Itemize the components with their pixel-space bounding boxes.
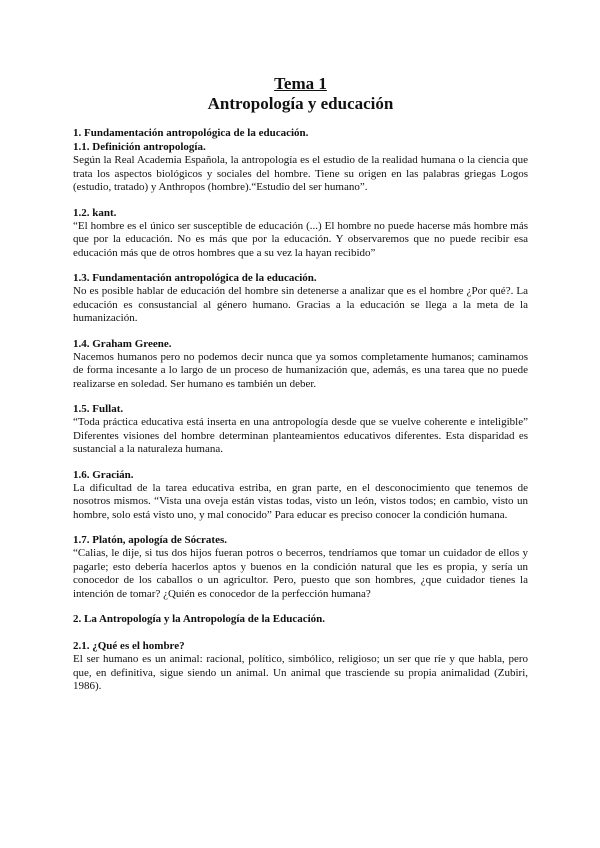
section-1-3 [73, 271, 528, 326]
subsection-heading: 1.3. Fundamentación antropológica de la educación. [73, 272, 317, 284]
section-text: “Calias, le dije, si tus dos hijos fueran potros o becerros, tendríamos que tomar un cuidador de ellos y pagarle; esto debería hacerlos aptos y buenos en la condición natural que les es propia, y sería un conocedor de los caballos o un agricultor. Pero, puesto que son hombres, ¿que cuidador tienes la intención de tomar? ¿Quién es conocedor de la perfección humana? [73, 547, 528, 600]
subsection-heading: 1.1. Definición antropología. [73, 141, 206, 153]
subsection-heading: 2.1. ¿Qué es el hombre? [73, 640, 185, 652]
section-1-6 [73, 468, 528, 523]
subsection-heading: 1.5. Fullat. [73, 403, 124, 415]
title-topic: Tema 1 [274, 74, 327, 93]
page-title [73, 74, 528, 114]
section-2 [73, 612, 528, 626]
section-text: “Toda práctica educativa está inserta en una antropología desde que se vuelve coherente e inteligible” Diferentes visiones del hombre determinan planteamientos educativos diferentes. Esta disparidad es sustancial a la naturaleza humana. [73, 416, 528, 455]
subsection-heading: 1.2. kant. [73, 206, 117, 219]
title-subject: Antropología y educación [207, 94, 394, 113]
section-1-7 [73, 533, 528, 601]
section-text: El ser humano es un animal: racional, político, simbólico, religioso; un ser que ríe y que habla, pero que, en definitiva, sigue siendo un animal. Un animal que trasciende su propia animalidad (Zubiri, 1986). [73, 653, 528, 692]
section-text: La dificultad de la tarea educativa estriba, en gran parte, en el desconocimiento que tenemos de nosotros mismos. “Vista una oveja están vistas todas, visto un león, vistos todos; en cambio, visto un hombre, solo está visto uno, y mal conocido” Para educar es preciso conocer la condición humana. [73, 481, 528, 521]
section-heading: 2. La Antropología y la Antropología de la Educación. [73, 613, 326, 625]
section-1-4 [73, 337, 528, 392]
section-text: “El hombre es el único ser susceptible de educación (...) El hombre no puede hacerse más hombre más que por la educación. No es más que por la educación. Y observaremos que no puede recibir esa educación más que de otros hombres que a su vez la hayan recibido” [73, 219, 528, 259]
section-text: Nacemos humanos pero no podemos decir nunca que ya somos completamente humanos; caminamos de forma incesante a lo largo de un proceso de humanización que, además, es una tarea que no puede realizarse en soledad. Ser humano es también un deber. [73, 350, 528, 390]
section-1 [73, 126, 528, 195]
subsection-heading: 1.6. Gracián. [73, 468, 134, 481]
section-heading: 1. Fundamentación antropológica de la educación. [73, 127, 309, 139]
subsection-heading: 1.4. Graham Greene. [73, 337, 172, 350]
section-1-5 [73, 402, 528, 457]
section-text: Según la Real Academia Española, la antropología es el estudio de la realidad humana o la ciencia que trata los aspectos biológicos y sociales del hombre. Tiene su origen en las palabras griegas Logos (estudio, tratado) y Anthropos (hombre).“Estudio del ser humano”. [73, 154, 528, 193]
section-text: No es posible hablar de educación del hombre sin detenerse a analizar que es el hombre ¿Por qué?. La educación es consustancial al género humano. Gracias a la educación se llega a la meta de la humanización. [73, 285, 528, 324]
section-1-2 [73, 206, 528, 261]
subsection-heading: 1.7. Platón, apología de Sócrates. [73, 534, 227, 546]
document-page [73, 74, 528, 694]
section-2-1 [73, 639, 528, 694]
